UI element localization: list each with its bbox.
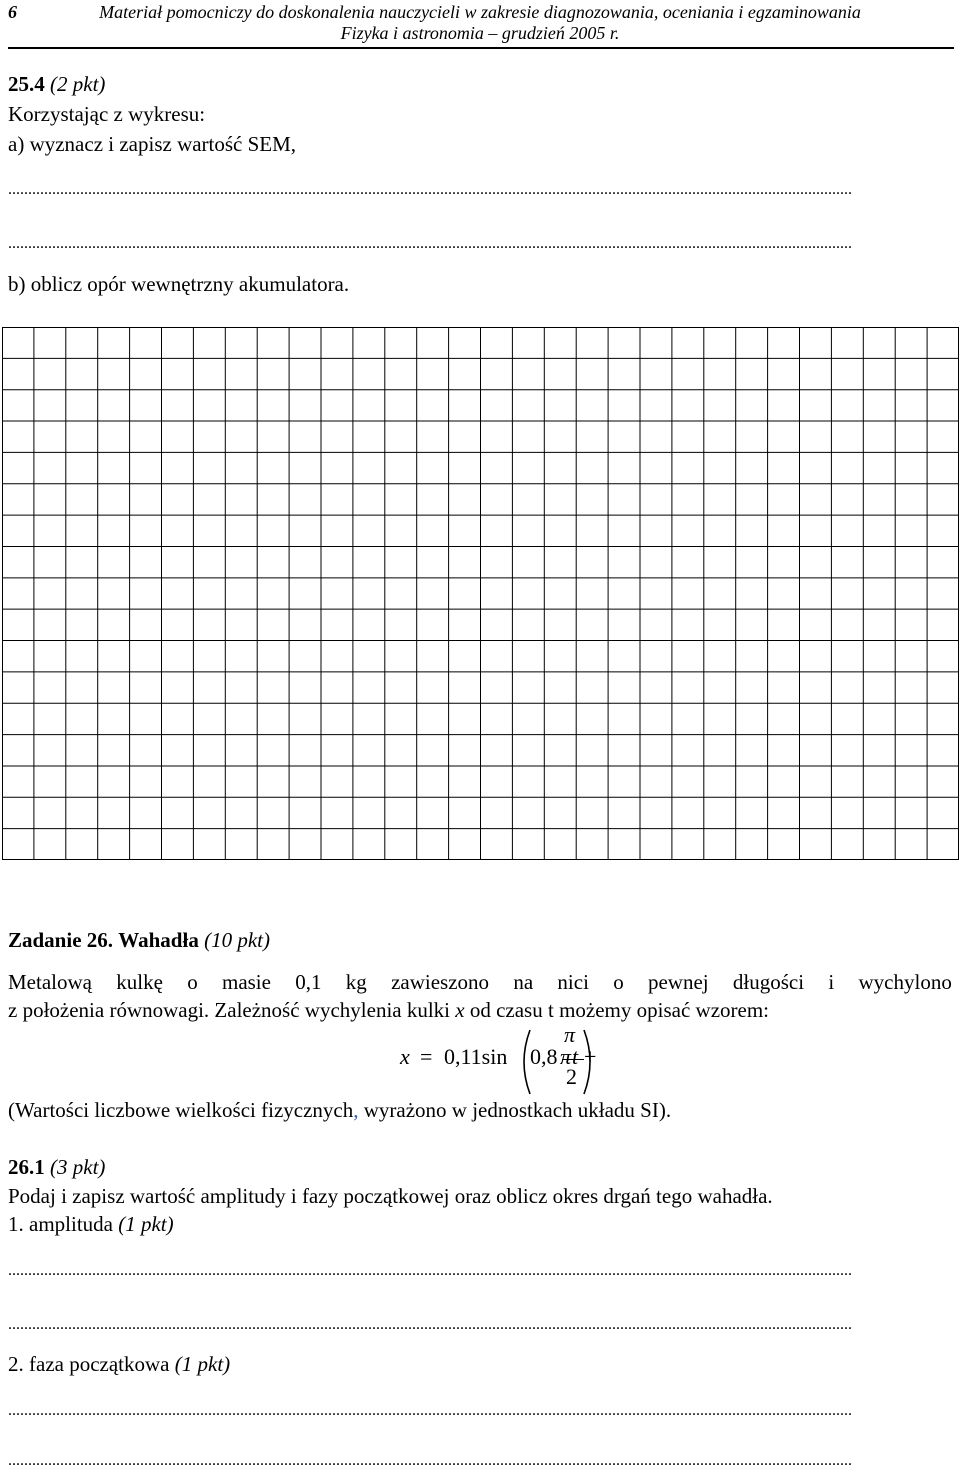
formula-eq: = [420,1044,433,1069]
formula [400,1022,620,1098]
word: długości [732,970,805,994]
task-number: 25.4 [8,72,45,96]
word: 0,1 [295,970,322,994]
text: wyrażono w jednostkach układu SI). [358,1098,672,1122]
answer-line: ................................................................................................................................................................................................................... [8,1452,852,1469]
word: kulkę [116,970,163,994]
text: od czasu t możemy opisać wzorem: [464,998,769,1022]
word: na [513,970,534,994]
answer-line: ................................................................................................................................................................................................................... [8,1316,852,1333]
answer-line: ................................................................................................................................................................................................................... [8,1402,852,1419]
task-26-heading [8,928,270,952]
item-initial-phase [8,1352,230,1376]
answer-grid [2,327,959,860]
task-title: Wahadła [118,928,199,952]
word: masie [221,970,271,994]
item-points: (1 pkt) [118,1212,174,1236]
task-paragraph-line-1 [8,970,952,994]
word: wychylono [858,970,952,994]
header-rule [8,47,954,49]
header-line-2: Fizyka i astronomia – grudzień 2005 r. [340,23,620,43]
task-intro: Korzystając z wykresu: [8,102,206,126]
item-label: 1. amplituda [8,1212,113,1236]
answer-line: ................................................................................................................................................................................................................... [8,235,852,252]
formula-lhs: x [400,1044,410,1069]
formula-pi: π [560,1044,572,1069]
formula-plus: + [584,1044,597,1069]
fraction-bar [562,1059,584,1060]
task-points: (3 pkt) [50,1155,106,1179]
task-paragraph-line-2 [8,998,769,1022]
task-part-a: a) wyznacz i zapisz wartość SEM, [8,132,297,156]
fraction-denominator: 2 [566,1064,577,1089]
word: i [828,970,835,994]
task-points: (2 pkt) [50,72,106,96]
formula-t: t [572,1044,579,1069]
item-amplitude [8,1212,174,1236]
text: z położenia równowagi. Zależność wychylenia kulki [8,998,456,1022]
page-number: 6 [8,2,17,22]
item-points: (1 pkt) [174,1352,231,1376]
answer-line: ................................................................................................................................................................................................................... [8,1262,852,1279]
text: (Wartości liczbowe wielkości fizycznych [8,1098,354,1122]
text: , [353,1098,359,1122]
task-number: 26.1 [8,1155,45,1179]
task-26-1-heading [8,1155,105,1179]
word: zawieszono [391,970,490,994]
fraction-numerator: π [564,1022,576,1047]
item-label: 2. faza początkowa [8,1352,170,1376]
word: kg [345,970,367,994]
word: Metalową [8,970,92,994]
task-instruction: Podaj i zapisz wartość amplitudy i fazy początkowej oraz oblicz okres drgań tego wahadła. [8,1184,773,1208]
variable-x: x [455,998,465,1022]
right-paren [582,1028,598,1096]
formula-coef: 0,11sin [444,1044,508,1069]
word: pewnej [647,970,709,994]
task-points: (10 pkt) [204,928,270,952]
task-label: Zadanie 26. [8,928,114,952]
word: o [613,970,624,994]
formula-arg: 0,8 [530,1044,558,1069]
header-line-1: Materiał pomocniczy do doskonalenia nauczycieli w zakresie diagnozowania, oceniania i egzaminowania [99,2,861,22]
task-25-4-heading [8,72,105,96]
task-part-b: b) oblicz opór wewnętrzny akumulatora. [8,272,350,296]
answer-line: ................................................................................................................................................................................................................... [8,181,852,198]
word: o [187,970,198,994]
word: nici [557,970,589,994]
task-note [8,1098,671,1122]
